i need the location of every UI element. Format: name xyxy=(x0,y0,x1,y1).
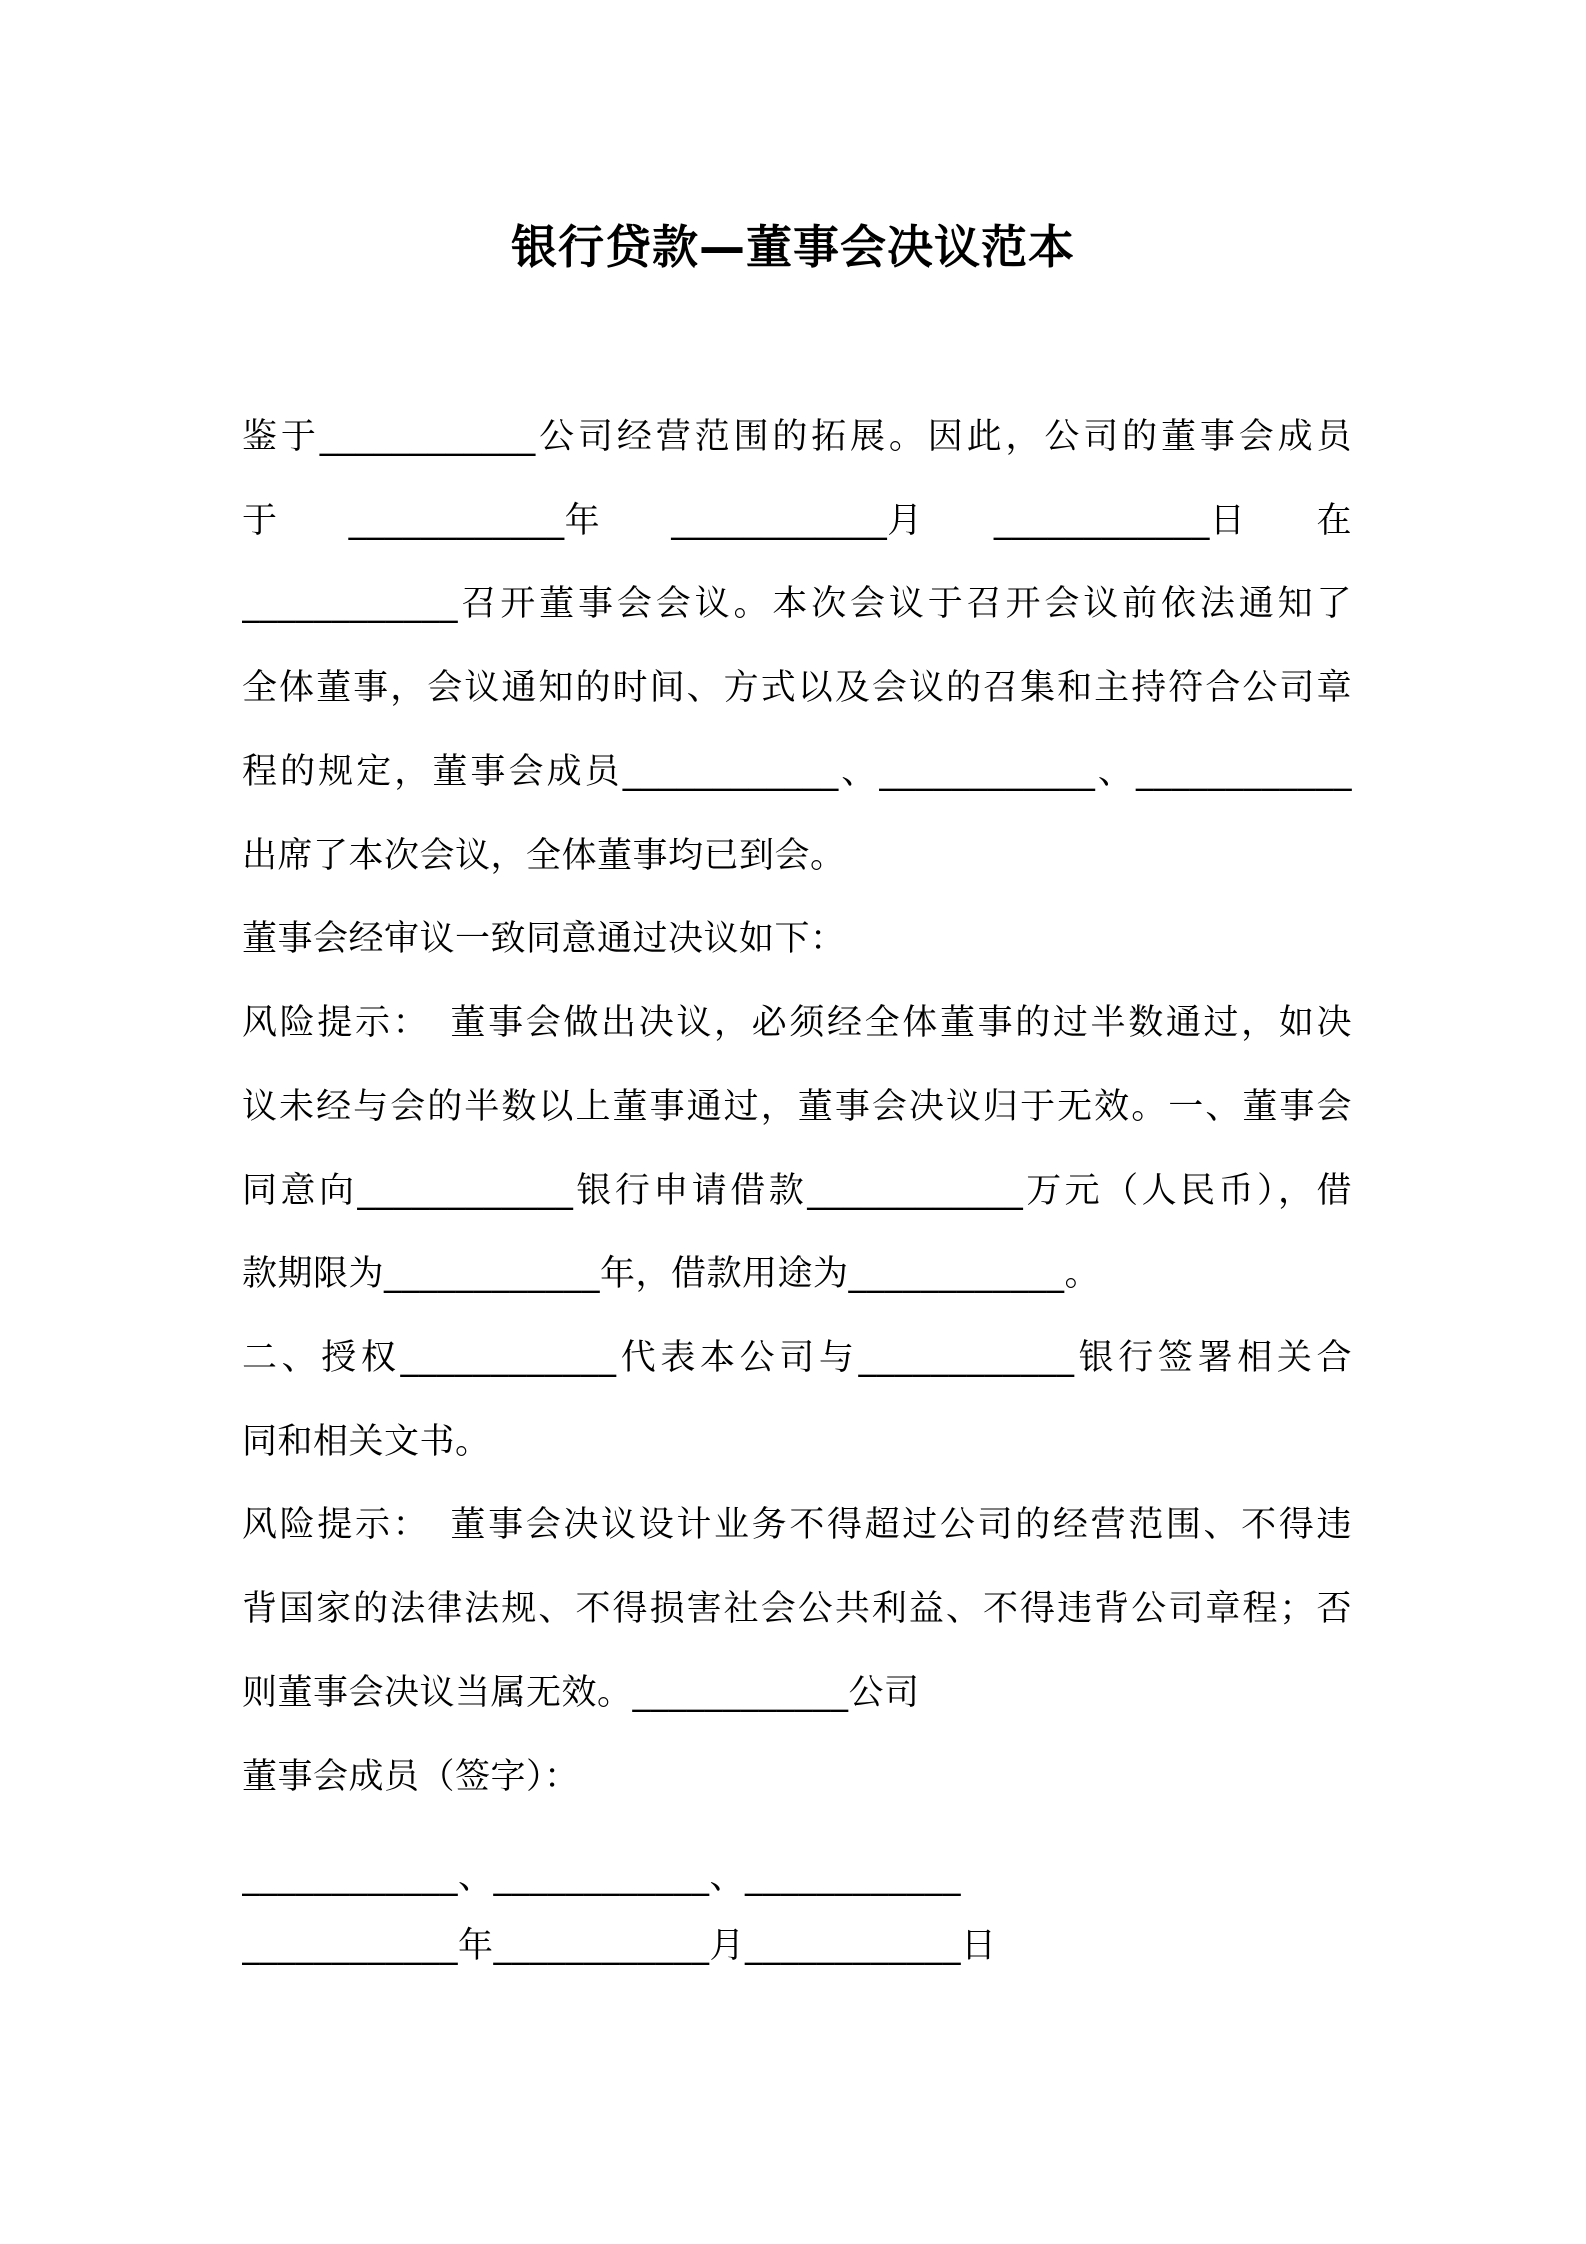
date-line-month: ____________月 xyxy=(671,501,923,541)
risk-note-2-line-2: 背国家的法律法规、不得损害社会公共利益、不得违背公司章程；否 xyxy=(242,1589,1352,1629)
signature-label: 董事会成员（签字）： xyxy=(242,1757,580,1797)
date-line-suffix: 在 xyxy=(1316,501,1352,541)
risk-note-2-line-3: 则董事会决议当属无效。____________公司 xyxy=(242,1673,920,1713)
paragraph-line-4: 全体董事，会议通知的时间、方式以及会议的召集和主持符合公司章 xyxy=(242,668,1352,708)
paragraph-line-1: 鉴于____________公司经营范围的拓展。因此，公司的董事会成员 xyxy=(242,417,1352,457)
paragraph-line-6: 出席了本次会议，全体董事均已到会。 xyxy=(242,836,846,876)
resolution-1-line-1: 同意向____________银行申请借款____________万元（人民币），借 xyxy=(242,1171,1352,1211)
paragraph-line-5: 程的规定，董事会成员____________、____________、____________ xyxy=(242,752,1352,792)
paragraph-line-7: 董事会经审议一致同意通过决议如下： xyxy=(242,919,846,959)
resolution-2-line-2: 同和相关文书。 xyxy=(242,1422,491,1462)
risk-note-1-line-2: 议未经与会的半数以上董事通过，董事会决议归于无效。一、董事会 xyxy=(242,1087,1352,1127)
paragraph-line-3: ____________召开董事会会议。本次会议于召开会议前依法通知了 xyxy=(242,584,1352,624)
risk-note-2-line-1: 风险提示： 董事会决议设计业务不得超过公司的经营范围、不得违 xyxy=(242,1505,1352,1545)
resolution-1-line-2: 款期限为____________年，借款用途为____________。 xyxy=(242,1254,1101,1294)
risk-note-1-line-1: 风险提示： 董事会做出决议，必须经全体董事的过半数通过，如决 xyxy=(242,1003,1352,1043)
signature-date: ____________年____________月____________日 xyxy=(242,1926,997,1966)
date-line-year: ____________年 xyxy=(348,501,601,541)
signature-blanks: ____________、____________、____________ xyxy=(242,1857,962,1897)
date-line-day: ____________日 xyxy=(993,501,1246,541)
meeting-date-line xyxy=(242,491,1352,551)
resolution-2-line-1: 二、授权____________代表本公司与____________银行签署相关合 xyxy=(242,1338,1352,1378)
date-line-prefix: 于 xyxy=(242,501,278,541)
document-title: 银行贷款—董事会决议范本 xyxy=(511,220,1075,274)
